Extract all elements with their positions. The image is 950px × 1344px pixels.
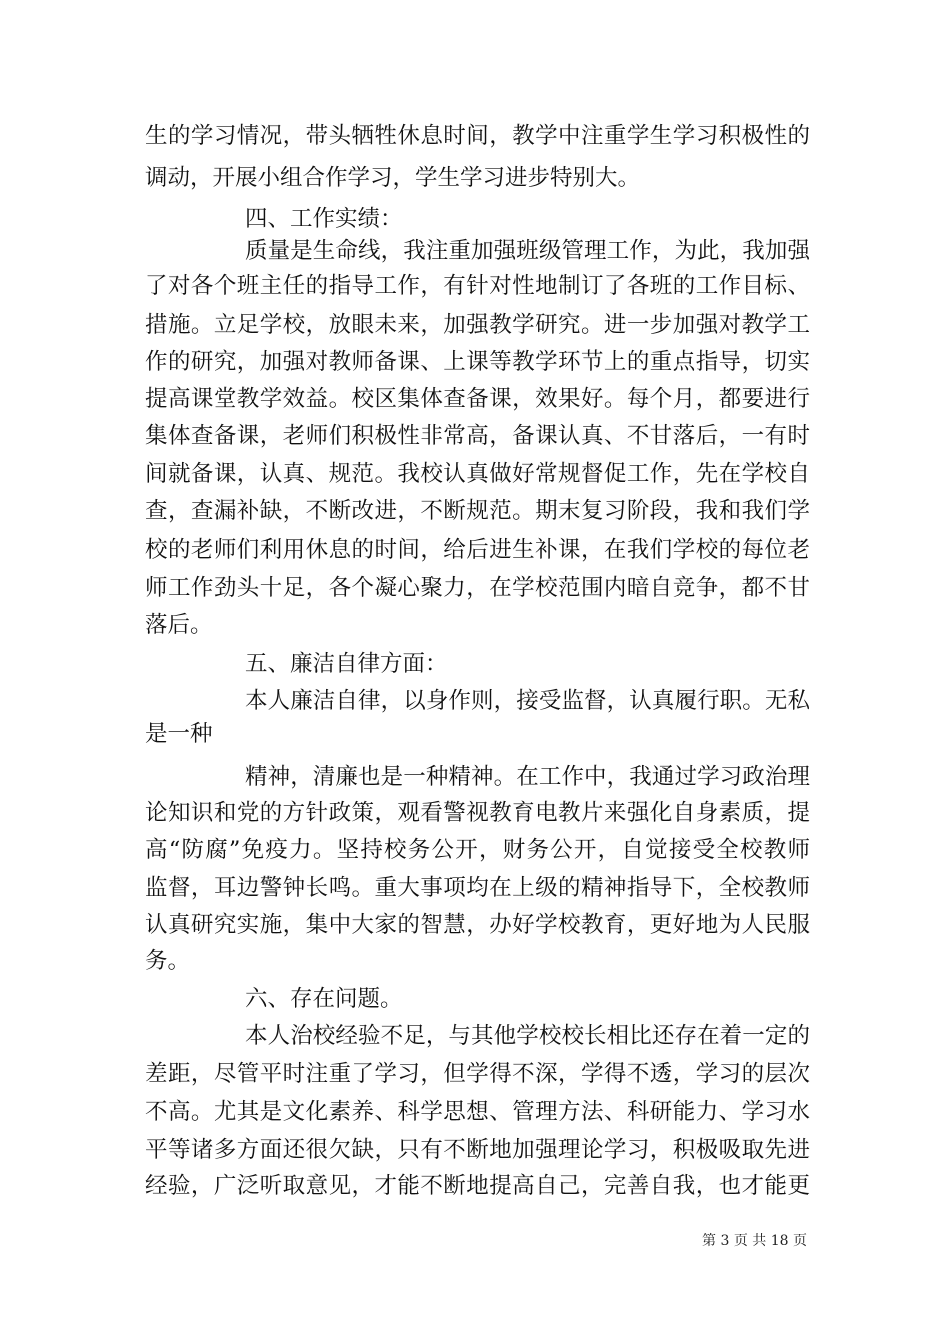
text-line: 间就备课，认真、规范。我校认真做好常规督促工作，先在学校自	[145, 461, 810, 487]
text-line: 本人治校经验不足，与其他学校校长相比还存在着一定的	[245, 1023, 810, 1049]
text-line: 了对各个班主任的指导工作，有针对性地制订了各班的工作目标、	[145, 273, 810, 299]
section-heading: 四、工作实绩：	[245, 206, 403, 232]
page-number: 第 3 页 共 18 页	[702, 1233, 807, 1249]
text-line: 论知识和党的方针政策，观看警视教育电教片来强化自身素质，提	[145, 800, 810, 826]
section-heading: 六、存在问题。	[245, 986, 403, 1012]
text-line: 质量是生命线，我注重加强班级管理工作，为此，我加强	[245, 238, 810, 264]
text-line: 高“防腐”免疫力。坚持校务公开，财务公开，自觉接受全校教师	[145, 837, 810, 863]
text-line: 务。	[145, 948, 191, 974]
text-line: 提高课堂教学效益。校区集体查备课，效果好。每个月，都要进行	[145, 386, 810, 412]
text-line: 差距，尽管平时注重了学习，但学得不深，学得不透，学习的层次	[145, 1061, 810, 1087]
text-line: 调动，开展小组合作学习，学生学习进步特别大。	[145, 165, 641, 191]
text-line: 精神，清廉也是一种精神。在工作中，我通过学习政治理	[245, 764, 810, 790]
text-line: 是一种	[145, 721, 213, 747]
text-line: 落后。	[145, 612, 213, 638]
text-line: 生的学习情况，带头牺牲休息时间，教学中注重学生学习积极性的	[145, 123, 810, 149]
text-line: 认真研究实施，集中大家的智慧，办好学校教育，更好地为人民服	[145, 912, 810, 938]
text-line: 作的研究，加强对教师备课、上课等教学环节上的重点指导，切实	[145, 349, 810, 375]
section-heading: 五、廉洁自律方面：	[245, 651, 448, 677]
text-line: 集体查备课，老师们积极性非常高，备课认真、不甘落后，一有时	[145, 423, 810, 449]
text-line: 监督，耳边警钟长鸣。重大事项均在上级的精神指导下，全校教师	[145, 875, 810, 901]
text-line: 查，查漏补缺，不断改进，不断规范。期末复习阶段，我和我们学	[145, 498, 810, 524]
text-line: 经验，广泛听取意见，才能不断地提高自己，完善自我，也才能更	[145, 1173, 810, 1199]
text-line: 师工作劲头十足，各个凝心聚力，在学校范围内暗自竞争，都不甘	[145, 575, 810, 601]
text-line: 平等诸多方面还很欠缺，只有不断地加强理论学习，积极吸取先进	[145, 1137, 810, 1163]
text-line: 本人廉洁自律，以身作则，接受监督，认真履行职。无私	[245, 688, 810, 714]
text-line: 措施。立足学校，放眼未来，加强教学研究。进一步加强对教学工	[145, 312, 810, 338]
text-line: 校的老师们利用休息的时间，给后进生补课，在我们学校的每位老	[145, 537, 810, 563]
text-line: 不高。尤其是文化素养、科学思想、管理方法、科研能力、学习水	[145, 1099, 810, 1125]
